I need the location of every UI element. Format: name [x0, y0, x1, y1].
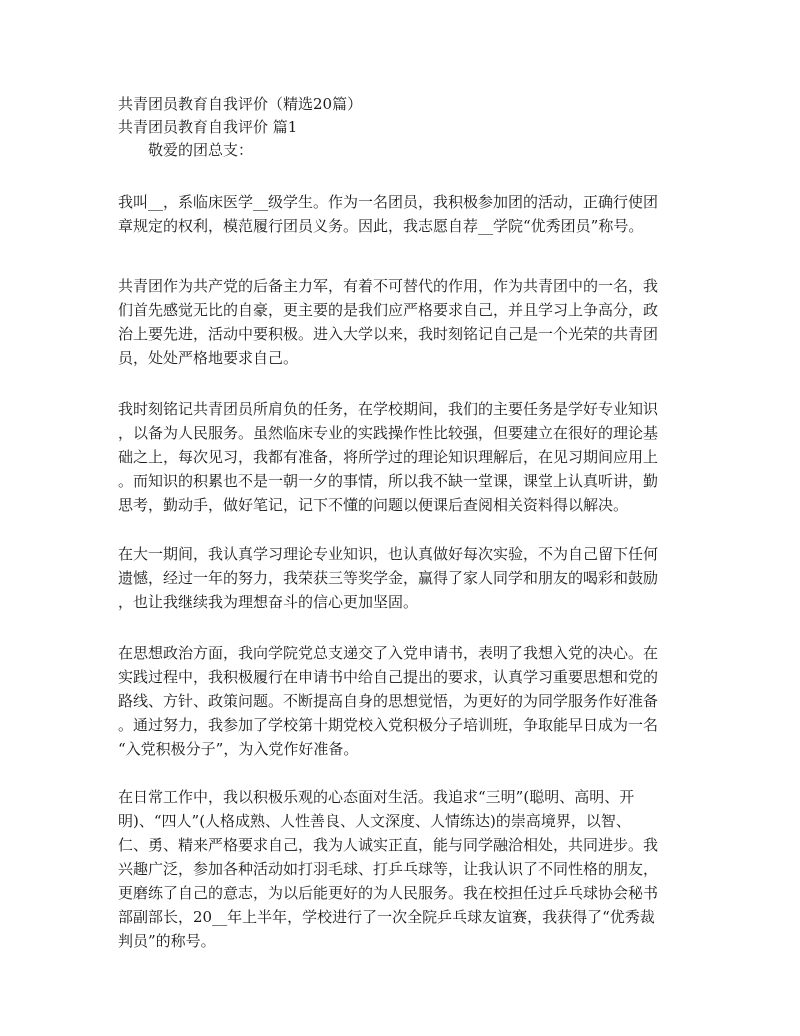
paragraph-5 — [118, 641, 690, 761]
text-line: 我叫__，系临床医学__级学生。作为一名团员，我积极参加团的活动，正确行使团 — [118, 193, 659, 211]
text-line: “入党积极分子”，为入党作好准备。 — [118, 740, 359, 758]
text-line: 在大一期间，我认真学习理论专业知识，也认真做好每次实验，不为自己留下任何 — [118, 545, 659, 563]
text-line: 更磨练了自己的意志，为以后能更好的为人民服务。我在校担任过乒乓球协会秘书 — [118, 884, 659, 902]
text-line: 在日常工作中，我以积极乐观的心态面对生活。我追求“三明”(聪明、高明、开 — [118, 788, 635, 806]
text-line: 我时刻铭记共青团员所肩负的任务，在学校期间，我们的主要任务是学好专业知识 — [118, 400, 659, 418]
paragraph-4 — [118, 542, 690, 614]
text-line: 们首先感觉无比的自豪，更主要的是我们应严格要求自己，并且学习上争高分，政 — [118, 301, 659, 319]
text-line: 。通过努力，我参加了学校第十期党校入党积极分子培训班，争取能早日成为一名 — [118, 716, 659, 734]
text-line: 。而知识的积累也不是一朝一夕的事情，所以我不缺一堂课，课堂上认真听讲，勤 — [118, 472, 659, 490]
document-subtitle: 共青团员教育自我评价 篇1 — [118, 118, 298, 136]
text-line: 实践过程中，我积极履行在申请书中给自己提出的要求，认真学习重要思想和党的 — [118, 668, 659, 686]
text-line: 判员”的称号。 — [118, 932, 216, 950]
text-line: 兴趣广泛，参加各种活动如打羽毛球、打乒乓球等，让我认识了不同性格的朋友， — [118, 860, 659, 878]
text-line: 部副部长，20__年上半年，学校进行了一次全院乒乓球友谊赛，我获得了“优秀裁 — [118, 908, 655, 926]
text-line: 在思想政治方面，我向学院党总支递交了入党申请书，表明了我想入党的决心。在 — [118, 644, 659, 662]
text-line: 仁、勇、精来严格要求自己，我为人诚实正直，能与同学融洽相处，共同进步。我 — [118, 836, 659, 854]
text-line: 章规定的权利，模范履行团员义务。因此，我志愿自荐__学院“优秀团员”称号。 — [118, 217, 644, 235]
paragraph-1 — [118, 190, 690, 238]
paragraph-2 — [118, 274, 690, 370]
paragraph-3 — [118, 397, 690, 517]
text-line: 思考，勤动手，做好笔记，记下不懂的问题以便课后查阅相关资料得以解决。 — [118, 496, 629, 514]
text-line: 遗憾，经过一年的努力，我荣获三等奖学金，赢得了家人同学和朋友的喝彩和鼓励 — [118, 569, 659, 587]
text-line: 础之上，每次见习，我都有准备，将所学过的理论知识理解后，在见习期间应用上 — [118, 448, 659, 466]
text-line: 共青团作为共产党的后备主力军，有着不可替代的作用，作为共青团中的一名，我 — [118, 277, 659, 295]
text-line: 明)、“四人”(人格成熟、人性善良、人文深度、人情练达)的崇高境界，以智、 — [118, 812, 631, 830]
text-line: 员，处处严格地要求自己。 — [118, 349, 299, 367]
salutation: 敬爱的团总支： — [148, 141, 254, 159]
text-line: ，以备为人民服务。虽然临床专业的实践操作性比较强，但要建立在很好的理论基 — [118, 424, 659, 442]
text-line: ，也让我继续我为理想奋斗的信心更加坚固。 — [118, 593, 419, 611]
text-line: 路线、方针、政策问题。不断提高自身的思想觉悟，为更好的为同学服务作好准备 — [118, 692, 659, 710]
document-title: 共青团员教育自我评价（精选20篇） — [118, 95, 363, 113]
text-line: 治上要先进，活动中要积极。进入大学以来，我时刻铭记自己是一个光荣的共青团 — [118, 325, 659, 343]
paragraph-6 — [118, 785, 690, 953]
